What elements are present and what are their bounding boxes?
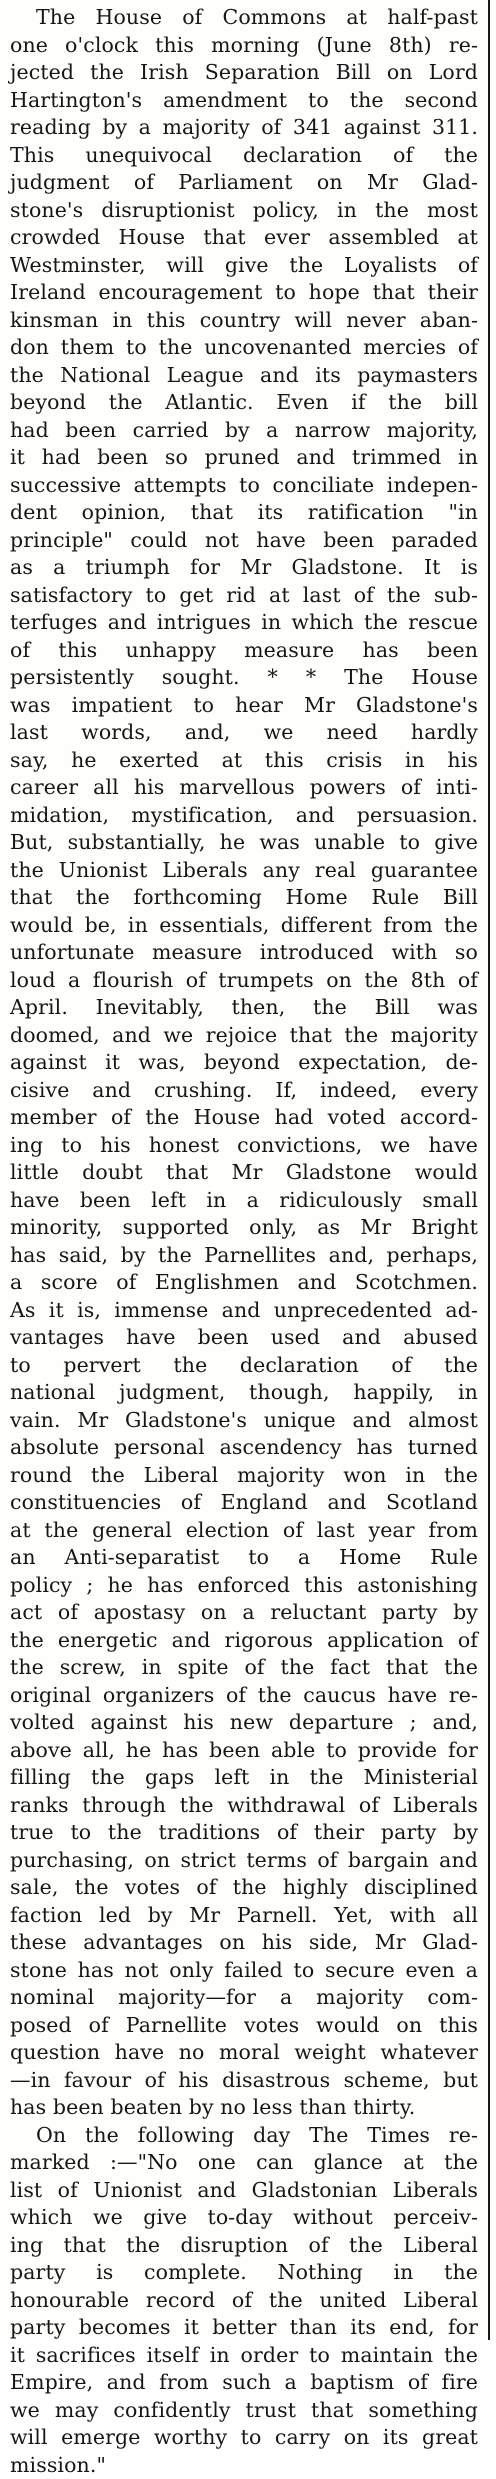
article-line: mission." [10,2452,478,2479]
article-line: has said, by the Parnellites and, perhaps, [10,1242,478,1270]
article-line: judgment of Parliament on Mr Glad- [10,169,478,197]
article-line: the Unionist Liberals any real guarantee [10,857,478,885]
article-line: national judgment, though, happily, in [10,1379,478,1407]
article-line: question have no moral weight whatever [10,2039,478,2067]
article-line: these advantages on his side, Mr Glad- [10,1929,478,1957]
article-line: it sacrifices itself in order to maintain the [10,2342,478,2370]
article-line: little doubt that Mr Gladstone would [10,1159,478,1187]
article-line: On the following day The Times re- [10,2122,478,2150]
article-line: midation, mystification, and persuasion. [10,802,478,830]
article-line: one o'clock this morning (June 8th) re- [10,32,478,60]
article-line: Empire, and from such a baptism of fire [10,2369,478,2397]
article-line: successive attempts to conciliate indepen- [10,472,478,500]
article-line: dent opinion, that its ratification "in [10,499,478,527]
article-line: Hartington's amendment to the second [10,87,478,115]
article-line: vain. Mr Gladstone's unique and almost [10,1407,478,1435]
article-line: has been beaten by no less than thirty. [10,2094,478,2122]
article-line: stone's disruptionist policy, in the most [10,197,478,225]
article-line: faction led by Mr Parnell. Yet, with all [10,1902,478,1930]
article-body [10,4,478,2479]
article-line: will emerge worthy to carry on its great [10,2424,478,2452]
article-line: loud a flourish of trumpets on the 8th of [10,967,478,995]
article-line: filling the gaps left in the Ministerial [10,1764,478,1792]
article-line: list of Unionist and Gladstonian Liberals [10,2177,478,2205]
article-line: As it is, immense and unprecedented ad- [10,1297,478,1325]
article-line: nominal majority—for a majority com- [10,1984,478,2012]
article-line: member of the House had voted accord- [10,1104,478,1132]
article-line: have been left in a ridiculously small [10,1187,478,1215]
article-line: volted against his new departure ; and, [10,1709,478,1737]
article-line: jected the Irish Separation Bill on Lord [10,59,478,87]
article-line: policy ; he has enforced this astonishing [10,1572,478,1600]
article-line: career all his marvellous powers of inti- [10,774,478,802]
article-line: sale, the votes of the highly disciplined [10,1874,478,1902]
article-line: satisfactory to get rid at last of the sub- [10,582,478,610]
article-line: against it was, beyond expectation, de- [10,1049,478,1077]
article-line: act of apostasy on a reluctant party by [10,1599,478,1627]
article-line: But, substantially, he was unable to give [10,829,478,857]
article-line: an Anti-separatist to a Home Rule [10,1544,478,1572]
article-line: April. Inevitably, then, the Bill was [10,994,478,1022]
article-line: purchasing, on strict terms of bargain and [10,1847,478,1875]
article-line: The House of Commons at half-past [10,4,478,32]
article-line: reading by a majority of 341 against 311. [10,114,478,142]
article-line: ing that the disruption of the Liberal [10,2232,478,2260]
article-line: above all, he has been able to provide for [10,1737,478,1765]
article-line: a score of Englishmen and Scotchmen. [10,1269,478,1297]
article-column [10,4,478,2479]
article-line: crowded House that ever assembled at [10,224,478,252]
article-line: original organizers of the caucus have re- [10,1682,478,1710]
article-line: that the forthcoming Home Rule Bill [10,884,478,912]
article-line: —in favour of his disastrous scheme, but [10,2067,478,2095]
article-line: the National League and its paymasters [10,362,478,390]
article-line: party is complete. Nothing in the [10,2259,478,2287]
article-line: ing to his honest convictions, we have [10,1132,478,1160]
article-line: beyond the Atlantic. Even if the bill [10,389,478,417]
article-line: of this unhappy measure has been [10,637,478,665]
article-line: principle" could not have been paraded [10,527,478,555]
article-line: minority, supported only, as Mr Bright [10,1214,478,1242]
article-line: at the general election of last year from [10,1517,478,1545]
article-line: was impatient to hear Mr Gladstone's [10,692,478,720]
article-line: This unequivocal declaration of the [10,142,478,170]
article-line: stone has not only failed to secure even a [10,1957,478,1985]
article-line: unfortunate measure introduced with so [10,939,478,967]
article-line: last words, and, we need hardly [10,719,478,747]
article-line: Westminster, will give the Loyalists of [10,252,478,280]
article-line: we may confidently trust that something [10,2397,478,2425]
article-line: constituencies of England and Scotland [10,1489,478,1517]
article-line: terfuges and intrigues in which the rescue [10,609,478,637]
article-line: it had been so pruned and trimmed in [10,444,478,472]
article-line: to pervert the declaration of the [10,1352,478,1380]
article-line: marked :—"No one can glance at the [10,2149,478,2177]
article-line: persistently sought. * * The House [10,664,478,692]
column-divider [488,0,490,2340]
article-line: as a triumph for Mr Gladstone. It is [10,554,478,582]
article-line: ranks through the withdrawal of Liberals [10,1792,478,1820]
article-line: which we give to-day without perceiv- [10,2204,478,2232]
article-line: don them to the uncovenanted mercies of [10,334,478,362]
article-line: doomed, and we rejoice that the majority [10,1022,478,1050]
article-line: true to the traditions of their party by [10,1819,478,1847]
article-line: kinsman in this country will never aban- [10,307,478,335]
article-line: the screw, in spite of the fact that the [10,1654,478,1682]
article-line: had been carried by a narrow majority, [10,417,478,445]
article-line: Ireland encouragement to hope that their [10,279,478,307]
article-line: say, he exerted at this crisis in his [10,747,478,775]
article-line: would be, in essentials, different from the [10,912,478,940]
article-line: absolute personal ascendency has turned [10,1434,478,1462]
article-line: cisive and crushing. If, indeed, every [10,1077,478,1105]
article-line: round the Liberal majority won in the [10,1462,478,1490]
article-line: vantages have been used and abused [10,1324,478,1352]
article-line: the energetic and rigorous application of [10,1627,478,1655]
article-line: honourable record of the united Liberal [10,2287,478,2315]
article-line: party becomes it better than its end, for [10,2314,478,2342]
article-line: posed of Parnellite votes would on this [10,2012,478,2040]
